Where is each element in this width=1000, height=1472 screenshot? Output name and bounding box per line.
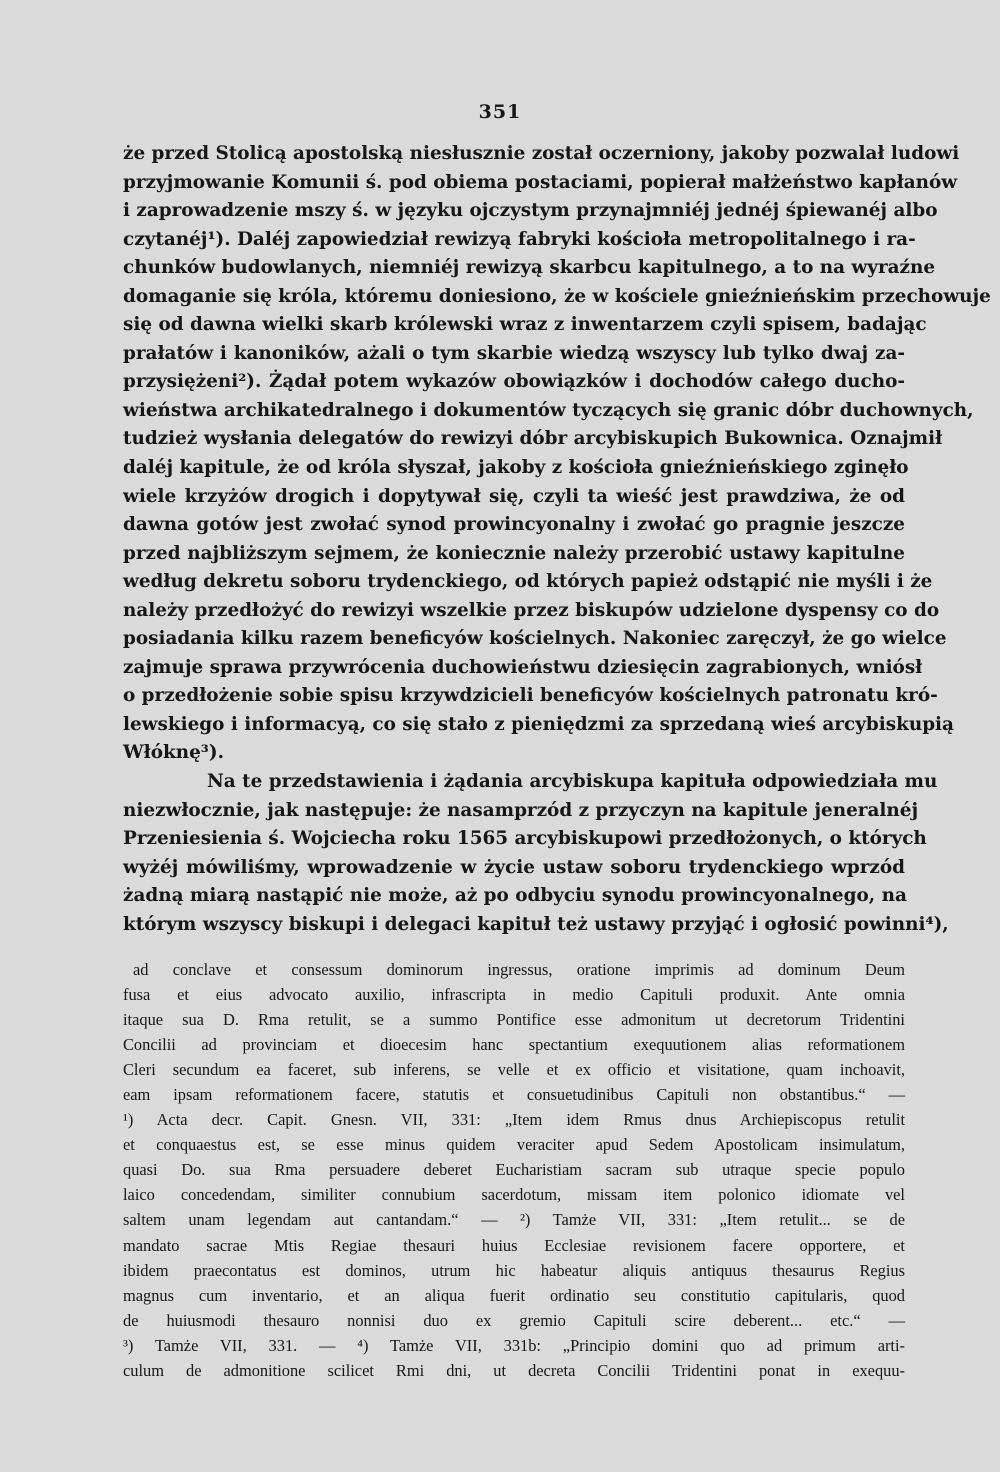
main-text-line: prałatów i kanoników, ażali o tym skarbie wiedzą wszyscy lub tylko dwaj za- [123, 342, 905, 364]
main-text-line: niezwłocznie, jak następuje: że nasamprzód z przyczyn na kapitule jeneralnéj [123, 799, 919, 821]
footnotes [123, 957, 905, 1383]
main-text-line: przyjmowanie Komunii ś. pod obiema postaciami, popierał małżeństwo kapłanów [123, 171, 958, 193]
main-text-line: Włóknę³). [123, 742, 224, 764]
main-text [123, 140, 991, 939]
footnote-line: ¹) Acta decr. Capit. Gnesn. VII, 331: „Item idem Rmus dnus Archiepiscopus retulit [123, 1110, 905, 1130]
main-text-line: daléj kapitule, że od króla słyszał, jakoby z kościoła gnieźnieńskiego zginęło [123, 457, 909, 479]
main-text-line: należy przedłożyć do rewizyi wszelkie przez biskupów udzielone dyspensy co do [123, 599, 940, 621]
main-text-line: wiele krzyżów drogich i dopytywał się, czyli ta wieść jest prawdziwa, że od [123, 485, 905, 507]
footnote-line: de huiusmodi thesauro nonnisi duo ex gremio Capituli scire deberent... etc.“ — [123, 1310, 905, 1330]
footnote-line: ibidem praecontatus est dominos, utrum hic habeatur aliquis antiquus thesaurus Regius [123, 1260, 905, 1280]
main-text-line: dawna gotów jest zwołać synod prowincyonalny i zwołać go pragnie jeszcze [123, 514, 905, 536]
main-text-line: tudzież wysłania delegatów do rewizyi dóbr arcybiskupich Bukownica. Oznajmił [123, 428, 943, 450]
main-text-line: wyżéj mówiliśmy, wprowadzenie w życie ustaw soboru trydenckiego wprzód [123, 856, 905, 878]
footnote-line: et conquaestus est, se esse minus quidem veraciter apud Sedem Apostolicam insimulatum, [123, 1135, 905, 1155]
main-text-line: żadną miarą nastąpić nie może, aż po odbyciu synodu prowincyonalnego, na [123, 885, 907, 907]
page-number: 351 [478, 101, 522, 123]
footnote-line: culum de admonitione scilicet Rmi dni, ut decreta Concilii Tridentini ponat in exequu- [123, 1360, 905, 1380]
footnote-line: Concilii ad provinciam et dioecesim hanc spectantium exequutionem alias reformationem [123, 1035, 905, 1055]
main-text-line: chunków budowlanych, niemniéj rewizyą skarbcu kapitulnego, a to na wyraźne [123, 257, 936, 279]
footnote-line: Cleri secundum ea faceret, sub inferens, se velle et ex officio et visitatione, quam inchoavit, [123, 1060, 905, 1080]
main-text-line: domaganie się króla, któremu doniesiono, że w kościele gnieźnieńskim przechowuje [123, 285, 991, 307]
footnote-line: ³) Tamże VII, 331. — ⁴) Tamże VII, 331b: „Principio domini quo ad primum arti- [123, 1335, 905, 1355]
main-text-line: Na te przedstawienia i żądania arcybiskupa kapituła odpowiedziała mu [207, 771, 938, 793]
main-text-line: o przedłożenie sobie spisu krzywdzicieli beneficyów kościelnych patronatu kró- [123, 685, 938, 707]
footnote-line: ad conclave et consessum dominorum ingressus, oratione imprimis ad dominum Deum [133, 960, 905, 979]
main-text-line: że przed Stolicą apostolską niesłusznie został oczerniony, jakoby pozwalał ludowi [123, 143, 960, 164]
footnote-line: laico concedendam, similiter connubium sacerdotum, missam item polonico idiomate vel [123, 1185, 905, 1205]
footnote-line: quasi Do. sua Rma persuadere deberet Eucharistiam sacram sub utraque specie populo [123, 1160, 905, 1180]
main-text-line: zajmuje sprawa przywrócenia duchowieństwu dziesięcin zagrabionych, wniósł [123, 656, 923, 678]
main-text-line: się od dawna wielki skarb królewski wraz z inwentarzem czyli spisem, badając [123, 314, 927, 336]
main-text-line: według dekretu soboru trydenckiego, od których papież odstąpić nie myśli i że [123, 571, 933, 593]
main-text-line: posiadania kilku razem beneficyów kościelnych. Nakoniec zaręczył, że go wielce [123, 628, 947, 650]
main-text-line: którym wszyscy biskupi i delegaci kapituł też ustawy przyjąć i ogłosić powinni⁴), [123, 913, 949, 935]
main-text-line: i zaprowadzenie mszy ś. w języku ojczystym przynajmniéj jednéj śpiewanéj albo [123, 200, 938, 222]
footnote-line: magnus cum inventario, et an aliqua fuerit ordinatio seu constitutio capitularis, quod [123, 1285, 905, 1305]
main-text-line: przed najbliższym sejmem, że koniecznie należy przerobić ustawy kapitulne [123, 542, 905, 564]
main-text-line: przysiężeni²). Żądał potem wykazów obowiązków i dochodów całego ducho- [123, 371, 905, 393]
footnote-line: saltem unam legendam aut cantandam.“ — ²) Tamże VII, 331: „Item retulit... se de [123, 1210, 905, 1230]
main-text-line: wieństwa archikatedralnego i dokumentów tyczących się granic dóbr duchownych, [123, 399, 974, 421]
main-text-line: czytanéj¹). Daléj zapowiedział rewizyą fabryki kościoła metropolitalnego i ra- [123, 228, 916, 250]
footnote-line: itaque sua D. Rma retulit, se a summo Pontifice esse admonitum ut decretorum Tridentini [123, 1010, 905, 1030]
footnote-line: mandato sacrae Mtis Regiae thesauri huius Ecclesiae revisionem facere opportere, et [123, 1235, 905, 1255]
main-text-line: lewskiego i informacyą, co się stało z pieniędzmi za sprzedaną wieś arcybiskupią [123, 713, 954, 735]
footnote-line: fusa et eius advocato auxilio, infrascripta in medio Capituli produxit. Ante omnia [123, 985, 905, 1005]
footnote-line: eam ipsam reformationem facere, statutis et consuetudinibus Capituli non obstantibus.“ — [123, 1085, 905, 1105]
main-text-line: Przeniesienia ś. Wojciecha roku 1565 arcybiskupowi przedłożonych, o których [123, 828, 927, 850]
